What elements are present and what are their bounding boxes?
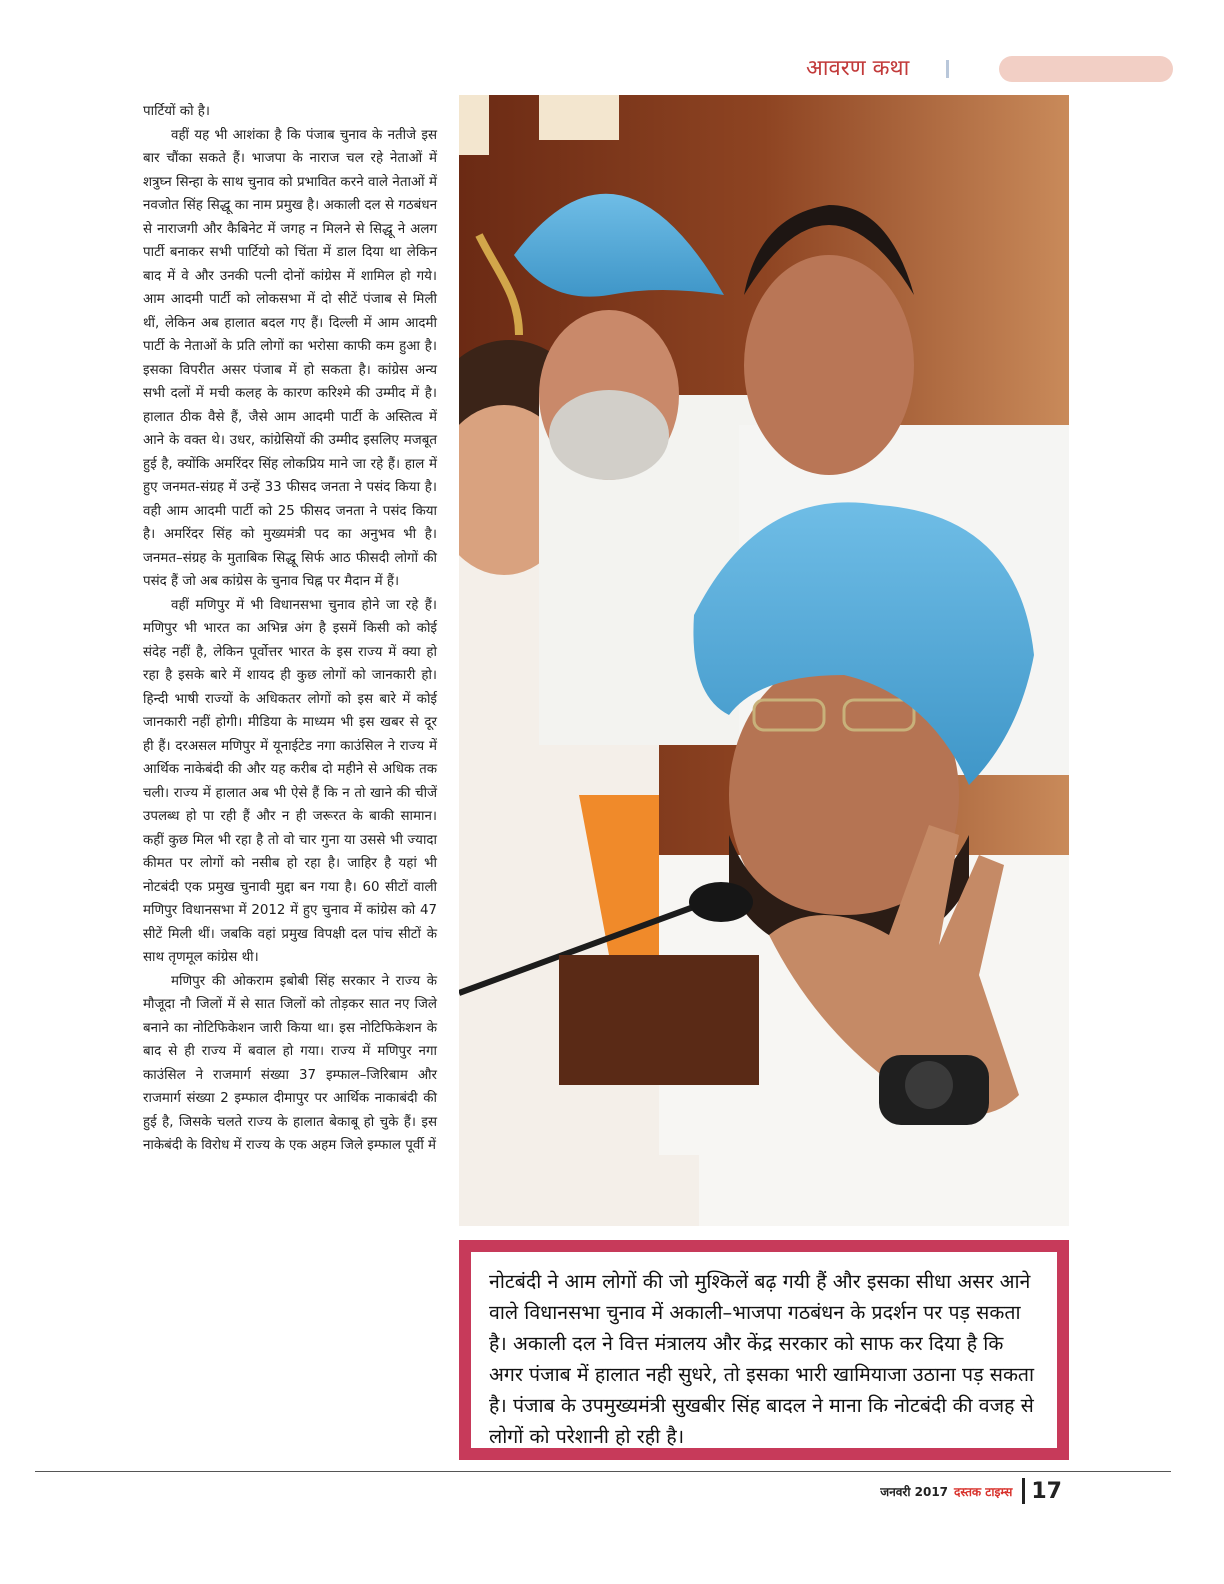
microphone	[689, 882, 753, 922]
lamp-shade	[539, 95, 619, 140]
photo-illustration	[459, 95, 1069, 1226]
press-conference-photo	[459, 95, 1069, 1226]
pull-quote-box	[459, 1240, 1069, 1460]
section-label: आवरण कथा	[806, 56, 910, 81]
article-paragraph: वहीं मणिपुर में भी विधानसभा चुनाव होने जा रहे हैं। मणिपुर भी भारत का अभिन्न अंग है इसमें किसी को कोई संदेह नहीं है, लेकिन पूर्वोत्तर भारत के इस राज्य में क्या हो रहा है इसके बारे में शायद ही कुछ लोगों को जानकारी हो। हिन्दी भाषी राज्यों के अधिकतर लोगों को इस बारे में कोई जानकारी नहीं होगी। मीडिया के माध्यम भी इस खबर से दूर ही हैं। दरअसल मणिपुर में यूनाईटेड नगा काउंसिल ने राज्य में आर्थिक नाकेबंदी की और यह करीब दो महीने से अधिक तक चली। राज्य में हालात अब भी ऐसे हैं कि न तो खाने की चीजें उपलब्ध हो पा रही हैं और न ही जरूरत के बाकी सामान। कहीं कुछ मिल भी रहा है तो वो चार गुना या उससे भी ज्यादा कीमत पर लोगों को नसीब हो रहा है। जाहिर है यहां भी नोटबंदी एक प्रमुख चुनावी मुद्दा बन गया है। 60 सीटों वाली मणिपुर विधानसभा में 2012 में हुए चुनाव में कांग्रेस को 47 सीटें मिली थीं। जबकि वहां प्रमुख विपक्षी दल पांच सीटों के साथ तृणमूल कांग्रेस थी।	[143, 597, 437, 965]
header-decoration-pill	[999, 56, 1173, 82]
footer-divider	[1022, 1478, 1025, 1504]
header-divider	[946, 60, 949, 78]
footer-rule	[35, 1471, 1171, 1472]
issue-date: जनवरी 2017	[880, 1484, 949, 1499]
publication-logo: दस्तक टाइम्स	[954, 1484, 1013, 1499]
article-paragraph: मणिपुर की ओकराम इबोबी सिंह सरकार ने राज्य के मौजूदा नौ जिलों में से सात जिलों को तोड़कर सात नए जिले बनाने का नोटिफिकेशन जारी किया था। इस नोटिफिकेशन के बाद से ही राज्य में बवाल हो गया। राज्य में मणिपुर नगा काउंसिल ने राजमार्ग संख्या 37 इम्फाल–जिरिबाम और राजमार्ग संख्या 2 इम्फाल दीमापुर पर आर्थिक नाकाबंदी की हुई है, जिसके चलते राज्य के हालात बेकाबू हो चुके हैं। इस नाकेबंदी के विरोध में राज्य के एक अहम जिले इम्फाल पूर्वी में	[143, 973, 437, 1153]
pull-quote-text: नोटबंदी ने आम लोगों की जो मुश्किलें बढ़ गयी हैं और इसका सीधा असर आने वाले विधानसभा चुनाव में अकाली–भाजपा गठबंधन के प्रदर्शन पर पड़ सकता है। अकाली दल ने वित्त मंत्रालय और केंद्र सरकार को साफ कर दिया है कि अगर पंजाब में हालात नही सुधरे, तो इसका भारी खामियाजा उठाना पड़ सकता है। पंजाब के उपमुख्यमंत्री सुखबीर सिंह बादल ने माना कि नोटबंदी की वजह से लोगों को परेशानी हो रही है।	[471, 1252, 1057, 1448]
article-paragraph: वहीं यह भी आशंका है कि पंजाब चुनाव के नतीजे इस बार चौंका सकते हैं। भाजपा के नाराज चल रहे नेताओं में शत्रुघ्न सिन्हा के साथ चुनाव को प्रभावित करने वाले नेताओं में नवजोत सिंह सिद्धू का नाम प्रमुख है। अकाली दल से गठबंधन से नाराजगी और कैबिनेट में जगह न मिलने से सिद्धू ने अलग पार्टी बनाकर सभी पार्टियो को चिंता में डाल दिया था लेकिन बाद में वे और उनकी पत्नी दोनों कांग्रेस में शामिल हो गये। आम आदमी पार्टी को लोकसभा में दो सीटें पंजाब से मिली थीं, लेकिन अब हालात बदल गए हैं। दिल्ली में आम आदमी पार्टी के नेताओं के प्रति लोगों का भरोसा काफी कम हुआ है। इसका विपरीत असर पंजाब में हो सकता है। कांग्रेस अन्य सभी दलों में मची कलह के कारण करिश्मे की उम्मीद में है। हालात ठीक वैसे हैं, जैसे आम आदमी पार्टी के अस्तित्व में आने के वक्त थे। उधर, कांग्रेसियों की उम्मीद इसलिए मजबूत हुई है, क्योंकि अमरिंदर सिंह लोकप्रिय माने जा रहे हैं। हाल में हुए जनमत-संग्रह में उन्हें 33 फीसद जनता ने पसंद किया है। वही आम आदमी पार्टी को 25 फीसद जनता ने पसंद किया है। अमरिंदर सिंह को मुख्यमंत्री पद का अनुभव भी है। जनमत–संग्रह के मुताबिक सिद्धू सिर्फ आठ फीसदी लोगों की पसंद हैं जो अब कांग्रेस के चुनाव चिह्न पर मैदान में हैं।	[143, 127, 437, 589]
page-footer	[880, 1478, 1062, 1504]
article-column	[143, 100, 437, 1158]
page-number: 17	[1031, 1478, 1062, 1504]
article-paragraph: पार्टियों को है।	[143, 104, 210, 119]
